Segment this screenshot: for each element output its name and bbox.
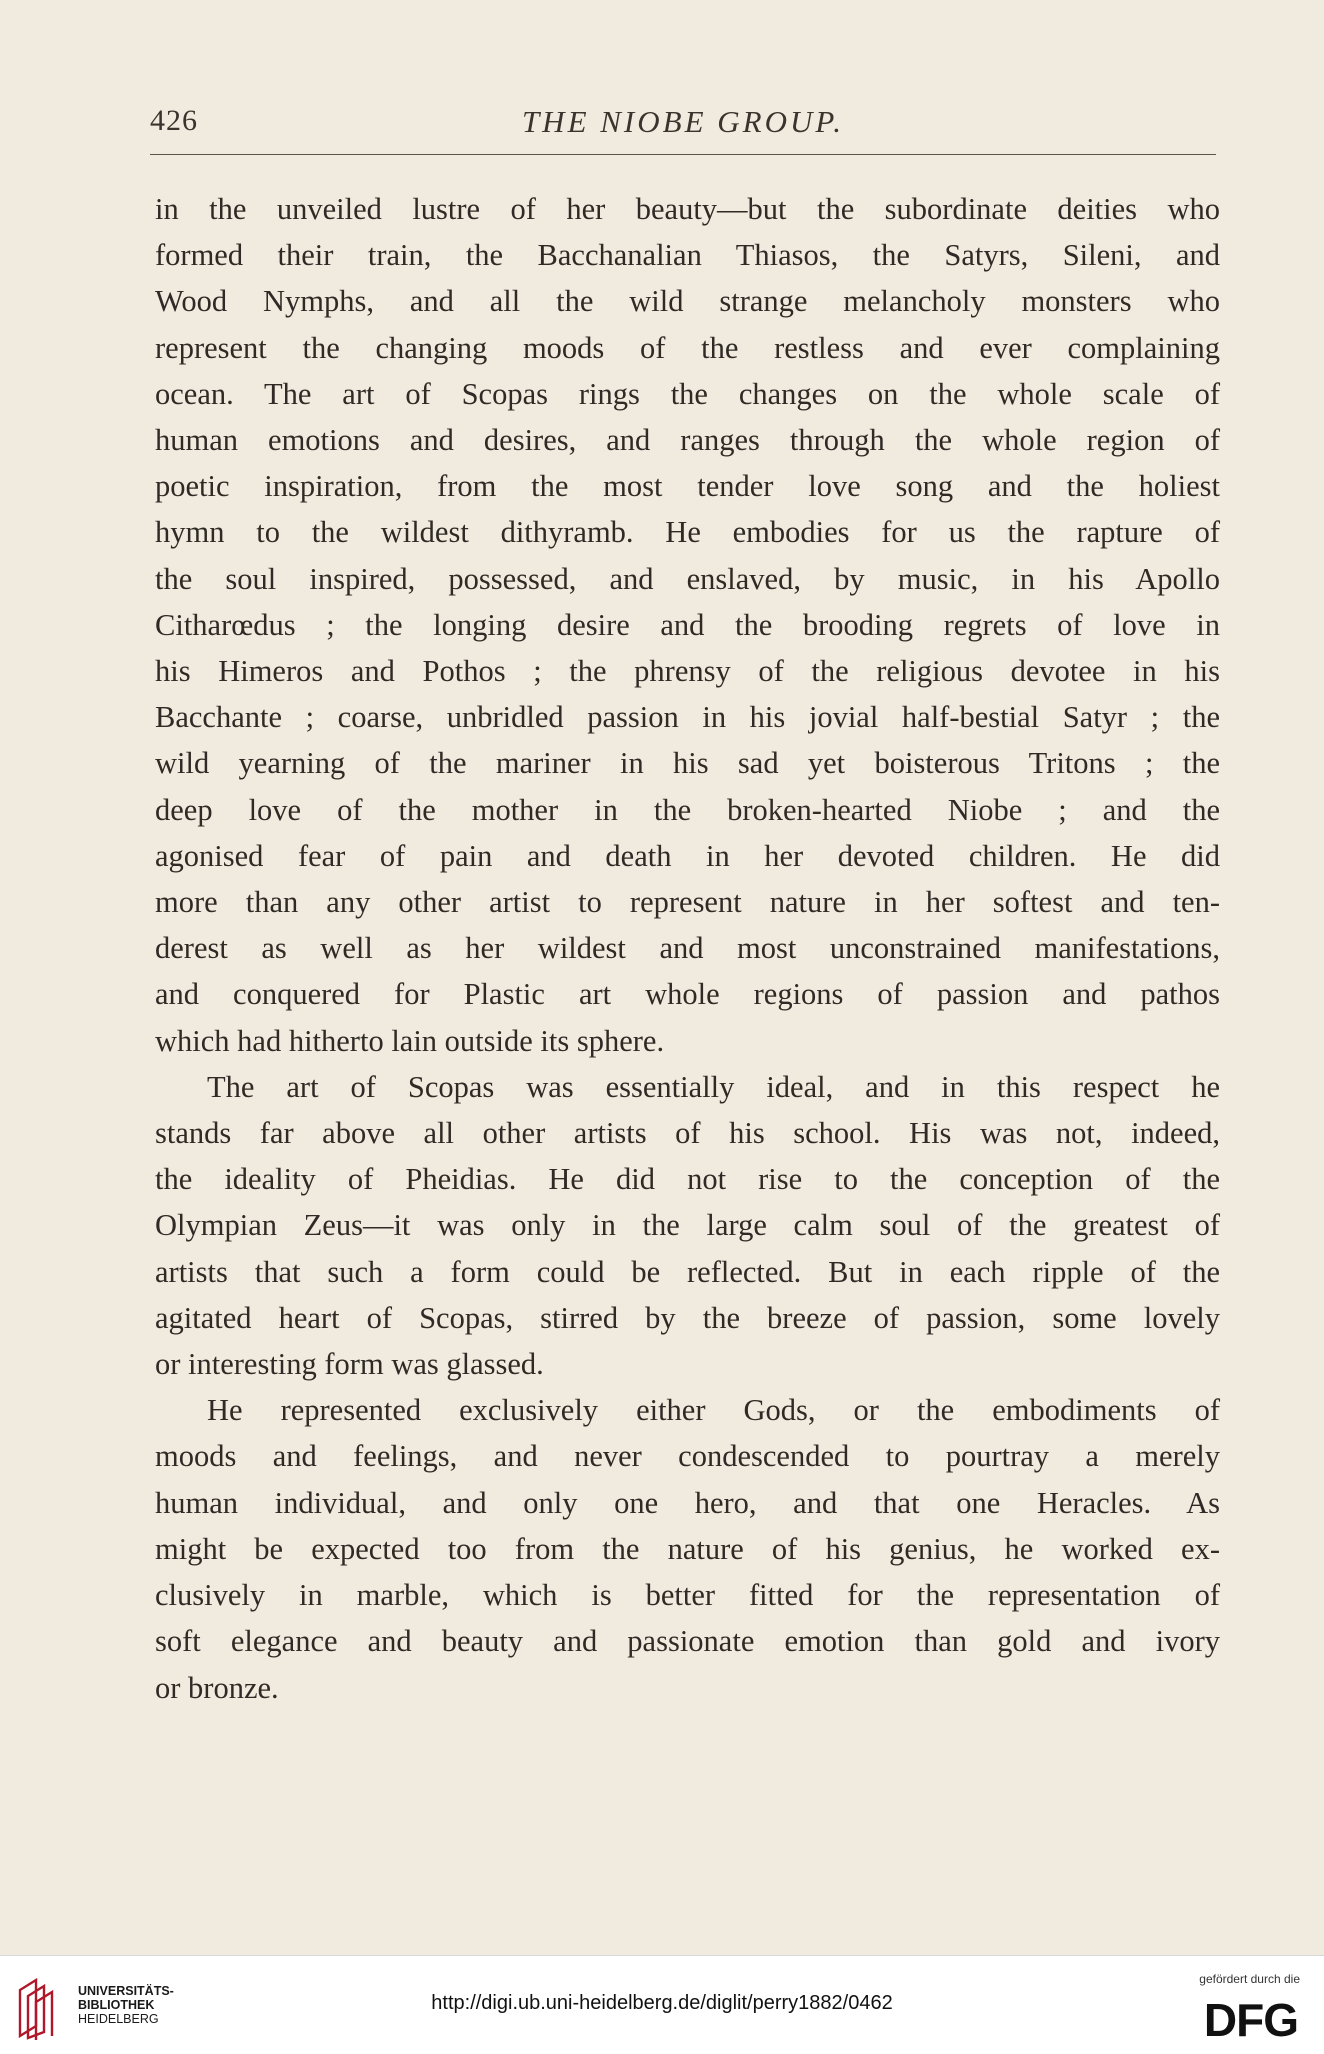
text-line: in the unveiled lustre of her beauty—but the subordinate deities who	[155, 192, 1220, 226]
text-line: formed their train, the Bacchanalian Thiasos, the Satyrs, Sileni, and	[155, 238, 1220, 273]
text-line: the ideality of Pheidias. He did not rise to the conception of the	[155, 1162, 1220, 1197]
text-line: represent the changing moods of the restless and ever complaining	[155, 330, 1220, 365]
dfg-logo-icon[interactable]	[1180, 1992, 1300, 2042]
text-line: or bronze.	[155, 1670, 279, 1705]
text-line: hymn to the wildest dithyramb. He embodies for us the rapture of	[155, 515, 1220, 550]
page-number: 426	[150, 104, 198, 137]
permalink-url[interactable]: http://digi.ub.uni-heidelberg.de/diglit/perry1882/0462	[431, 1992, 893, 2014]
funding-caption: gefördert durch die	[1199, 1972, 1300, 1986]
text-line: poetic inspiration, from the most tender love song and the holiest	[155, 469, 1220, 504]
text-line: Bacchante ; coarse, unbridled passion in his jovial half-bestial Satyr ; the	[155, 700, 1220, 735]
library-name-line: BIBLIOTHEK	[78, 1998, 155, 2012]
text-line: artists that such a form could be reflected. But in each ripple of the	[155, 1254, 1220, 1289]
library-name-line: UNIVERSITÄTS-	[78, 1984, 174, 1998]
paragraph	[155, 1387, 1220, 1710]
text-line: derest as well as her wildest and most unconstrained manifestations,	[155, 931, 1220, 966]
text-line: his Himeros and Pothos ; the phrensy of the religious devotee in his	[155, 654, 1220, 689]
body-text	[155, 186, 1220, 1711]
dfg-logo-text: DFG	[1203, 1994, 1298, 2042]
text-line: and conquered for Plastic art whole regions of passion and pathos	[155, 977, 1220, 1012]
text-line: agonised fear of pain and death in her devoted children. He did	[155, 838, 1220, 873]
running-head	[150, 104, 1216, 155]
text-line: the soul inspired, possessed, and enslaved, by music, in his Apollo	[155, 561, 1220, 596]
text-line: might be expected too from the nature of his genius, he worked ex-	[155, 1531, 1220, 1566]
running-title: THE NIOBE GROUP.	[521, 104, 845, 139]
text-line: agitated heart of Scopas, stirred by the breeze of passion, some lovely	[155, 1300, 1220, 1335]
text-line: human emotions and desires, and ranges through the whole region of	[155, 423, 1220, 458]
text-line: Olympian Zeus—it was only in the large calm soul of the greatest of	[155, 1208, 1220, 1243]
paragraph	[155, 1064, 1220, 1387]
text-line: human individual, and only one hero, and that one Heracles. As	[155, 1485, 1220, 1520]
text-line: soft elegance and beauty and passionate emotion than gold and ivory	[155, 1624, 1220, 1659]
text-line: or interesting form was glassed.	[155, 1347, 544, 1382]
text-line: ocean. The art of Scopas rings the changes on the whole scale of	[155, 376, 1220, 411]
text-line: clusively in marble, which is better fitted for the representation of	[155, 1578, 1220, 1613]
text-line: wild yearning of the mariner in his sad yet boisterous Tritons ; the	[155, 746, 1220, 781]
text-line: He represented exclusively either Gods, or the embodiments of	[207, 1393, 1220, 1428]
library-name-line: HEIDELBERG	[78, 2012, 159, 2026]
text-line: moods and feelings, and never condescended to pourtray a merely	[155, 1439, 1220, 1474]
text-line: Citharœdus ; the longing desire and the brooding regrets of love in	[155, 607, 1220, 642]
text-line: The art of Scopas was essentially ideal, and in this respect he	[207, 1069, 1220, 1104]
text-line: deep love of the mother in the broken-hearted Niobe ; and the	[155, 792, 1220, 827]
text-line: Wood Nymphs, and all the wild strange melancholy monsters who	[155, 284, 1220, 319]
viewer-footer	[0, 1955, 1324, 2054]
text-line: which had hitherto lain outside its sphere.	[155, 1023, 665, 1058]
paragraph	[155, 186, 1220, 1064]
text-line: stands far above all other artists of his school. His was not, indeed,	[155, 1116, 1220, 1151]
text-line: more than any other artist to represent nature in her softest and ten-	[155, 885, 1220, 920]
